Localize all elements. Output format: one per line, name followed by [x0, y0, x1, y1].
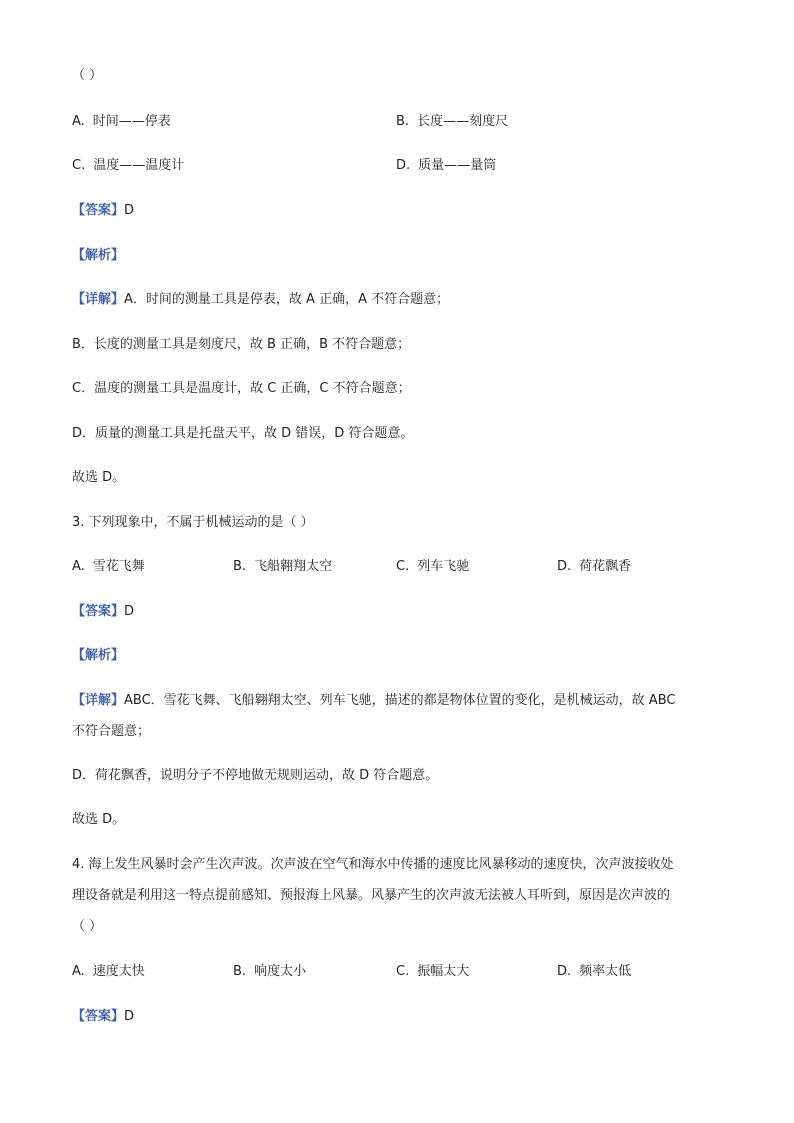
answer-value: D	[124, 1009, 135, 1024]
answer-tag: 【答案】	[72, 1009, 125, 1024]
q4-option-b	[233, 963, 306, 981]
option-text: 响度太小	[254, 964, 307, 979]
option-text: 雪花飞舞	[92, 559, 145, 574]
answer-tag: 【答案】	[72, 604, 125, 619]
option-letter: B.	[233, 559, 247, 574]
q4-stem-2: 理设备就是利用这一特点提前感知、预报海上风暴。风暴产生的次声波无法被人耳听到，原因是次声波的	[72, 888, 671, 903]
q3-answer	[72, 603, 134, 621]
option-letter: D.	[557, 964, 572, 979]
analysis-tag: 【解析】	[72, 248, 125, 263]
q2-stem-tail: （ ）	[72, 68, 103, 83]
option-text: 速度太快	[92, 964, 145, 979]
q3-option-d	[557, 558, 631, 576]
option-text: 时间——停表	[92, 114, 171, 129]
option-letter: A.	[72, 964, 85, 979]
option-letter: C.	[396, 964, 410, 979]
option-text: 飞船翱翔太空	[254, 559, 333, 574]
q3-detail-2: 不符合题意；	[72, 724, 151, 739]
analysis-tag: 【解析】	[72, 648, 125, 663]
q3-option-c	[396, 558, 469, 576]
q2-option-b	[396, 113, 508, 131]
q4-stem-3: （ ）	[72, 919, 103, 934]
q2-option-c	[72, 157, 184, 175]
q3-detail-3: D．荷花飘香，说明分子不停地做无规则运动，故 D 符合题意。	[72, 768, 439, 783]
option-text: 质量——量筒	[418, 158, 497, 173]
detail-tag: 【详解】	[72, 693, 125, 708]
detail-tag: 【详解】	[72, 292, 125, 307]
q2-option-a	[72, 113, 171, 131]
option-letter: D.	[396, 158, 411, 173]
q4-stem-1: 4. 海上发生风暴时会产生次声波。次声波在空气和海水中传播的速度比风暴移动的速度快，次声波接收处	[72, 857, 674, 872]
q4-option-a	[72, 963, 145, 981]
option-letter: D.	[557, 559, 572, 574]
q4-option-d	[557, 963, 631, 981]
q2-analysis	[72, 247, 124, 265]
q3-option-b	[233, 558, 332, 576]
q2-option-d	[396, 157, 496, 175]
option-text: 长度——刻度尺	[417, 114, 509, 129]
q3-analysis	[72, 647, 124, 665]
q2-detail-3: C．温度的测量工具是温度计，故 C 正确，C 不符合题意；	[72, 381, 411, 396]
answer-tag: 【答案】	[72, 203, 125, 218]
option-text: 列车飞驰	[417, 559, 470, 574]
q4-option-c	[396, 963, 469, 981]
q2-conclusion: 故选 D。	[72, 470, 126, 485]
option-letter: B.	[233, 964, 247, 979]
q2-detail-1	[72, 291, 449, 309]
q3-stem: 3. 下列现象中，不属于机械运动的是（ ）	[72, 515, 314, 530]
option-text: 温度——温度计	[93, 158, 185, 173]
q2-detail-4: D．质量的测量工具是托盘天平，故 D 错误，D 符合题意。	[72, 426, 414, 441]
option-text: 荷花飘香	[579, 559, 632, 574]
detail-text: ABC．雪花飞舞、飞船翱翔太空、列车飞驰，描述的都是物体位置的变化，是机械运动，故 ABC	[124, 693, 676, 708]
q2-detail-2: B．长度的测量工具是刻度尺，故 B 正确，B 不符合题意；	[72, 337, 411, 352]
option-letter: A.	[72, 114, 85, 129]
option-letter: C.	[72, 158, 86, 173]
answer-value: D	[124, 604, 135, 619]
option-text: 频率太低	[579, 964, 632, 979]
option-letter: C.	[396, 559, 410, 574]
q3-detail-1	[72, 692, 675, 710]
q3-conclusion: 故选 D。	[72, 812, 126, 827]
detail-text: A．时间的测量工具是停表，故 A 正确，A 不符合题意；	[124, 292, 450, 307]
option-letter: A.	[72, 559, 85, 574]
option-letter: B.	[396, 114, 410, 129]
q4-answer	[72, 1008, 134, 1026]
answer-value: D	[124, 203, 135, 218]
q3-option-a	[72, 558, 145, 576]
option-text: 振幅太大	[417, 964, 470, 979]
q2-answer	[72, 202, 134, 220]
